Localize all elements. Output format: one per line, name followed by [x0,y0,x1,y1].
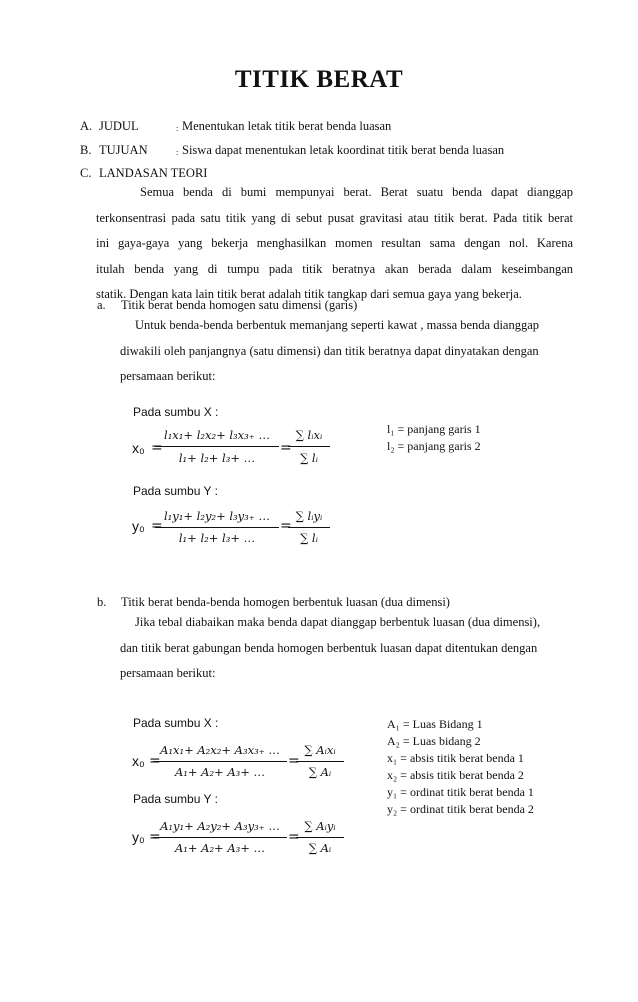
fraction-bar [153,837,287,838]
section-b-value: Siswa dapat menentukan letak koordinat titik berat benda luasan [182,143,505,157]
equals-sign: = [151,518,163,534]
sub-a-axis-y: Pada sumbu Y : [133,484,218,498]
sub-a-x-sum-denominator: ∑ 𝑙ᵢ [300,451,318,465]
sub-a-x-denominator: 𝑙₁+ 𝑙₂+ 𝑙₃+ … [178,451,256,465]
sub-a-line: persamaan berikut: [120,369,216,383]
fraction-bar [288,527,330,528]
theory-line: Semua benda di bumi mempunyai berat. Berat suatu benda dapat dianggap [140,185,573,199]
section-a-key: JUDUL [99,119,139,133]
sub-a-y-sum-denominator: ∑ 𝑙ᵢ [300,531,318,545]
legend-item: l₁ = panjang garis 1 [387,422,481,436]
legend-item: y₁ = ordinat titik berat benda 1 [387,785,534,799]
sub-b-line: persamaan berikut: [120,666,216,680]
sub-b-y-denominator: 𝐴₁+ 𝐴₂+ 𝐴₃+ … [174,841,266,855]
sub-a-x-sum-numerator: ∑ 𝑙ᵢ𝑥ᵢ [295,428,323,442]
legend-item: l₂ = panjang garis 2 [387,439,481,453]
section-c-label: C. [80,166,92,180]
legend-item: x₁ = absis titik berat benda 1 [387,751,524,765]
equals-sign: = [149,753,161,769]
equals-sign: = [149,829,161,845]
fraction-bar [155,446,279,447]
sub-b-x-sum-numerator: ∑ 𝐴ᵢ𝑥ᵢ [304,743,336,757]
sub-a-line: diwakili oleh panjangnya (satu dimensi) dan titik beratnya dapat dinyatakan dengan [120,343,539,358]
sub-b-paragraph [120,610,572,687]
sub-a-legend [387,421,481,455]
sub-b-legend [387,716,534,818]
sub-b-y-sum-denominator: ∑ 𝐴ᵢ [308,841,332,855]
section-a-value: Menentukan letak titik berat benda luasan [182,119,392,133]
sub-a-y-var: y₀ [132,518,145,534]
sub-a-x-var: x₀ [132,440,145,456]
fraction-bar [296,761,344,762]
sub-a-line: Untuk benda-benda berbentuk memanjang seperti kawat , massa benda dianggap [135,318,540,332]
legend-item: A₂ = Luas bidang 2 [387,734,481,748]
sub-b-axis-y: Pada sumbu Y : [133,792,218,806]
sub-b-y-var: y₀ [132,829,145,845]
sub-a-axis-x: Pada sumbu X : [133,405,219,419]
fraction-bar [296,837,344,838]
sub-b-y-sum-numerator: ∑ 𝐴ᵢ𝑦ᵢ [304,819,336,833]
fraction-bar [288,446,330,447]
fraction-bar [153,761,287,762]
equals-sign: = [280,440,292,456]
theory-line: itulah benda yang di tumpu pada titik beratnya akan berada dalam keseimbangan [96,261,573,276]
page-title: TITIK BERAT [234,66,404,93]
equals-sign: = [288,753,300,769]
section-b-label: B. [80,143,92,157]
equals-sign: = [288,829,300,845]
sub-a-y-sum-numerator: ∑ 𝑙ᵢ𝑦ᵢ [295,509,323,523]
sub-a-y-numerator: 𝑙₁𝑦₁+ 𝑙₂𝑦₂+ 𝑙₃𝑦₃₊ … [164,509,270,523]
legend-item: x₂ = absis titik berat benda 2 [387,768,524,782]
sub-b-x-numerator: 𝐴₁𝑥₁+ 𝐴₂𝑥₂+ 𝐴₃𝑥₃₊ … [160,743,280,757]
sub-b-label: b. [97,595,107,609]
theory-line: ini gaya-gaya yang bekerja menghasilkan momen resultan sama dengan nol. Karena [96,236,573,250]
section-b-sep: : [176,148,179,157]
equals-sign: = [151,440,163,456]
legend-item: y₂ = ordinat titik berat benda 2 [387,802,534,816]
theory-paragraph [96,180,573,308]
legend-item: A₁ = Luas Bidang 1 [387,717,483,731]
sub-b-y-numerator: 𝐴₁𝑦₁+ 𝐴₂𝑦₂+ 𝐴₃𝑦₃₊ … [160,819,280,833]
sub-a-y-denominator: 𝑙₁+ 𝑙₂+ 𝑙₃+ … [178,531,256,545]
sub-b-x-denominator: 𝐴₁+ 𝐴₂+ 𝐴₃+ … [174,765,266,779]
sub-a-label: a. [97,298,106,312]
sub-a-heading: Titik berat benda homogen satu dimensi (garis) [121,298,358,312]
equals-sign: = [280,518,292,534]
section-a-sep: : [176,124,179,133]
sub-b-axis-x: Pada sumbu X : [133,716,219,730]
sub-a-x-numerator: 𝑙₁𝑥₁+ 𝑙₂𝑥₂+ 𝑙₃𝑥₃₊ … [164,428,270,442]
fraction-bar [155,527,279,528]
sub-b-x-var: x₀ [132,753,145,769]
sub-b-x-sum-denominator: ∑ 𝐴ᵢ [308,765,332,779]
section-b-key: TUJUAN [99,143,148,157]
sub-b-heading: Titik berat benda-benda homogen berbentuk luasan (dua dimensi) [121,595,450,609]
theory-line: terkonsentrasi pada satu titik yang di sebut pusat gravitasi atau titik berat. Pada titik berat [96,210,573,225]
section-a-label: A. [80,119,93,133]
section-c-key: LANDASAN TEORI [99,166,208,180]
sub-b-line: dan titik berat gabungan benda homogen berbentuk luasan dapat ditentukan dengan [120,640,538,655]
theory-line: statik. Dengan kata lain titik berat adalah titik tangkap dari semua gaya yang bekerja. [96,287,522,301]
sub-a-paragraph [120,313,572,390]
sub-b-line: Jika tebal diabaikan maka benda dapat dianggap berbentuk luasan (dua dimensi), [135,615,541,629]
